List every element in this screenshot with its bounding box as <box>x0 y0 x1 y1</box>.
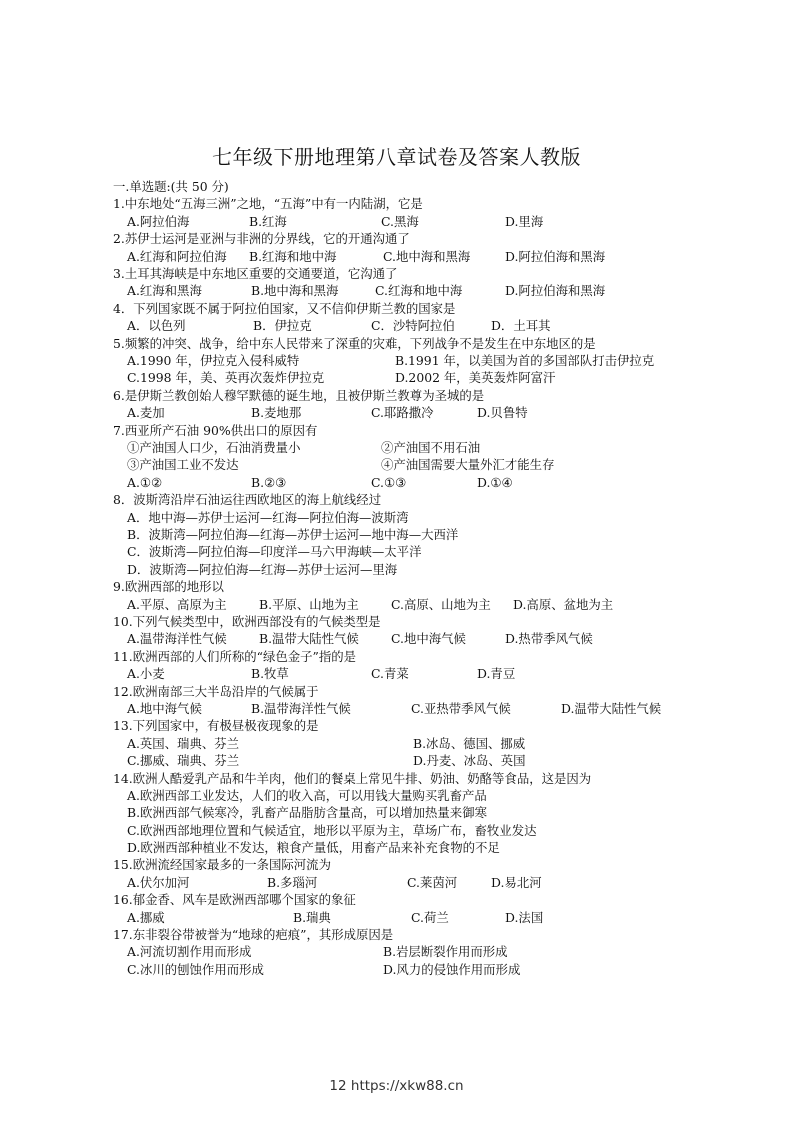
option-row <box>113 735 693 752</box>
option-row <box>113 248 693 265</box>
questions-container <box>113 195 693 978</box>
answer-option: B.温带海洋性气候 <box>251 700 351 716</box>
answer-option: A.英国、瑞典、芬兰 <box>127 735 240 751</box>
answer-option: A.平原、高原为主 <box>127 596 227 612</box>
question-stem: 2.苏伊士运河是亚洲与非洲的分界线，它的开通沟通了 <box>113 231 410 247</box>
option-row <box>113 526 693 543</box>
option-row <box>113 317 693 334</box>
question-2 <box>113 230 693 265</box>
section-heading: 一.单选题:(共 50 分) <box>113 179 229 194</box>
answer-option: C.黑海 <box>381 213 419 229</box>
option-row <box>113 839 693 856</box>
answer-option: B.②③ <box>251 474 287 490</box>
answer-option: C.莱茵河 <box>407 874 458 890</box>
answer-option: ①产油国人口少，石油消费量小 <box>127 439 301 455</box>
answer-option: B.1991 年，以美国为首的多国部队打击伊拉克 <box>395 353 655 368</box>
question-1 <box>113 195 693 230</box>
answer-option: A.红海和阿拉伯海 <box>127 248 227 264</box>
option-row <box>113 439 693 456</box>
question-stem: 9.欧洲西部的地形以 <box>113 579 224 595</box>
answer-option: C.青菜 <box>371 666 409 682</box>
answer-option: A.麦加 <box>127 405 165 421</box>
question-15 <box>113 856 693 891</box>
question-14 <box>113 770 693 857</box>
answer-option: B.温带大陆性气候 <box>259 631 359 647</box>
question-4 <box>113 300 693 335</box>
answer-option: C．波斯湾—阿拉伯海—印度洋—马六甲海峡—太平洋 <box>127 544 422 560</box>
question-7 <box>113 422 693 492</box>
answer-option: D.高原、盆地为主 <box>513 596 614 612</box>
answer-option: C．沙特阿拉伯 <box>371 318 455 334</box>
option-row <box>113 822 693 839</box>
answer-option: D.贝鲁特 <box>477 405 528 421</box>
answer-option: C.①③ <box>371 474 407 490</box>
option-row <box>113 543 693 560</box>
option-row <box>113 561 693 578</box>
question-stem: 10.下列气候类型中，欧洲西部没有的气候类型是 <box>113 613 381 629</box>
option-row <box>113 213 693 230</box>
question-5 <box>113 335 693 387</box>
answer-option: B.多瑙河 <box>267 874 318 890</box>
page-title: 七年级下册地理第八章试卷及答案人教版 <box>212 145 581 169</box>
option-row <box>113 474 693 491</box>
answer-option: A．地中海—苏伊士运河—红海—阿拉伯海—波斯湾 <box>127 509 409 525</box>
question-stem: 4．下列国家既不属于阿拉伯国家，又不信仰伊斯兰教的国家是 <box>113 300 456 316</box>
answer-option: ②产油国不用石油 <box>381 439 481 455</box>
answer-option: B.地中海和黑海 <box>251 283 339 299</box>
question-stem: 1.中东地处“五海三洲”之地，“五海”中有一内陆湖，它是 <box>113 196 423 212</box>
question-stem: 5.频繁的冲突、战争，给中东人民带来了深重的灾难，下列战争不是发生在中东地区的是 <box>113 335 596 351</box>
answer-option: D.2002 年，美英轰炸阿富汗 <box>395 370 556 386</box>
answer-option: D.青豆 <box>477 666 516 682</box>
answer-option: B.平原、山地为主 <box>259 596 359 612</box>
question-16 <box>113 891 693 926</box>
answer-option: C.冰川的刨蚀作用而形成 <box>127 961 264 977</box>
answer-option: C.红海和地中海 <box>375 283 463 299</box>
answer-option: B．波斯湾—阿拉伯海—红海—苏伊士运河—地中海—大西洋 <box>127 526 459 542</box>
question-12 <box>113 683 693 718</box>
answer-option: ③产油国工业不发达 <box>127 457 239 473</box>
answer-option: A.欧洲西部工业发达，人们的收入高，可以用钱大量购买乳畜产品 <box>127 787 487 803</box>
option-row <box>113 787 693 804</box>
answer-option: D.风力的侵蚀作用而形成 <box>383 961 521 977</box>
answer-option: D.温带大陆性气候 <box>561 700 662 716</box>
question-13 <box>113 717 693 769</box>
question-stem: 12.欧洲南部三大半岛沿岸的气候属于 <box>113 683 319 699</box>
option-row <box>113 909 693 926</box>
answer-option: C.地中海和黑海 <box>383 248 471 264</box>
answer-option: A.温带海洋性气候 <box>127 631 227 647</box>
answer-option: C.挪威、瑞典、芬兰 <box>127 753 240 769</box>
answer-option: D.易北河 <box>491 874 542 890</box>
option-row <box>113 804 693 821</box>
option-row <box>113 509 693 526</box>
question-6 <box>113 387 693 422</box>
answer-option: D.里海 <box>505 213 544 229</box>
answer-option: C.亚热带季风气候 <box>411 700 511 716</box>
answer-option: B.红海 <box>249 213 287 229</box>
question-17 <box>113 926 693 978</box>
question-9 <box>113 578 693 613</box>
answer-option: A.①② <box>127 474 163 490</box>
answer-option: B.牧草 <box>251 666 289 682</box>
question-stem: 13.下列国家中，有极昼极夜现象的是 <box>113 718 319 734</box>
answer-option: D.①④ <box>477 474 513 490</box>
option-row <box>113 630 693 647</box>
option-row <box>113 404 693 421</box>
option-row <box>113 596 693 613</box>
answer-option: D.欧洲西部种植业不发达，粮食产量低，用畜产品来补充食物的不足 <box>127 840 500 856</box>
question-10 <box>113 613 693 648</box>
answer-option: A.小麦 <box>127 666 165 682</box>
question-11 <box>113 648 693 683</box>
answer-option: A.阿拉伯海 <box>127 213 190 229</box>
answer-option: D.丹麦、冰岛、英国 <box>413 753 526 769</box>
question-stem: 3.土耳其海峡是中东地区重要的交通要道，它沟通了 <box>113 266 398 281</box>
option-row <box>113 874 693 891</box>
option-row <box>113 456 693 473</box>
answer-option: A.1990 年，伊拉克入侵科威特 <box>127 353 300 368</box>
answer-option: C.荷兰 <box>411 909 449 925</box>
option-row <box>113 282 693 299</box>
option-row <box>113 752 693 769</box>
answer-option: A．以色列 <box>127 318 186 334</box>
answer-option: B．伊拉克 <box>253 318 312 334</box>
question-stem: 17.东非裂谷带被誉为“地球的疤痕”，其形成原因是 <box>113 927 394 943</box>
answer-option: B.岩层断裂作用而形成 <box>383 944 508 960</box>
answer-option: A.挪威 <box>127 909 165 925</box>
question-list <box>113 178 693 978</box>
answer-option: A.红海和黑海 <box>127 283 202 299</box>
answer-option: C.地中海气候 <box>391 631 466 647</box>
page-footer: 12 https://xkw88.cn <box>329 1078 464 1094</box>
answer-option: B.麦地那 <box>251 405 302 421</box>
answer-option: C.耶路撒冷 <box>371 405 434 421</box>
question-stem: 6.是伊斯兰教创始人穆罕默德的诞生地，且被伊斯兰教尊为圣城的是 <box>113 387 485 403</box>
answer-option: C.1998 年，美、英再次轰炸伊拉克 <box>127 370 325 386</box>
question-stem: 16.郁金香、风车是欧洲西部哪个国家的象征 <box>113 892 356 908</box>
answer-option: D.法国 <box>505 909 544 925</box>
answer-option: B.冰岛、德国、挪威 <box>413 735 526 751</box>
option-row <box>113 700 693 717</box>
question-stem: 15.欧洲流经国家最多的一条国际河流为 <box>113 857 331 873</box>
answer-option: B.瑞典 <box>293 909 331 925</box>
answer-option: A.地中海气候 <box>127 700 202 716</box>
option-row <box>113 352 693 369</box>
option-row <box>113 665 693 682</box>
question-8 <box>113 491 693 578</box>
answer-option: C.欧洲西部地理位置和气候适宜，地形以平原为主，草场广布，畜牧业发达 <box>127 822 537 838</box>
answer-option: D．土耳其 <box>491 318 551 334</box>
option-row <box>113 943 693 960</box>
answer-option: C.高原、山地为主 <box>391 596 491 612</box>
question-stem: 14.欧洲人酷爱乳产品和牛羊肉，他们的餐桌上常见牛排、奶油、奶酪等食品，这是因为 <box>113 770 592 786</box>
answer-option: D.阿拉伯海和黑海 <box>505 283 606 299</box>
answer-option: D．波斯湾—阿拉伯海—红海—苏伊士运河—里海 <box>127 561 398 577</box>
question-3 <box>113 265 693 300</box>
answer-option: A.伏尔加河 <box>127 874 190 890</box>
answer-option: D.热带季风气候 <box>505 631 593 647</box>
question-stem: 11.欧洲西部的人们所称的“绿色金子”指的是 <box>113 648 357 664</box>
option-row <box>113 961 693 978</box>
answer-option: B.红海和地中海 <box>249 248 337 264</box>
answer-option: D.阿拉伯海和黑海 <box>505 248 606 264</box>
answer-option: A.河流切割作用而形成 <box>127 944 252 960</box>
option-row <box>113 369 693 386</box>
answer-option: ④产油国需要大量外汇才能生存 <box>381 457 555 473</box>
question-stem: 7.西亚所产石油 90%供出口的原因有 <box>113 422 318 438</box>
question-stem: 8．波斯湾沿岸石油运往西欧地区的海上航线经过 <box>113 492 382 508</box>
answer-option: B.欧洲西部气候寒冷，乳畜产品脂肪含量高，可以增加热量来御寒 <box>127 805 487 821</box>
